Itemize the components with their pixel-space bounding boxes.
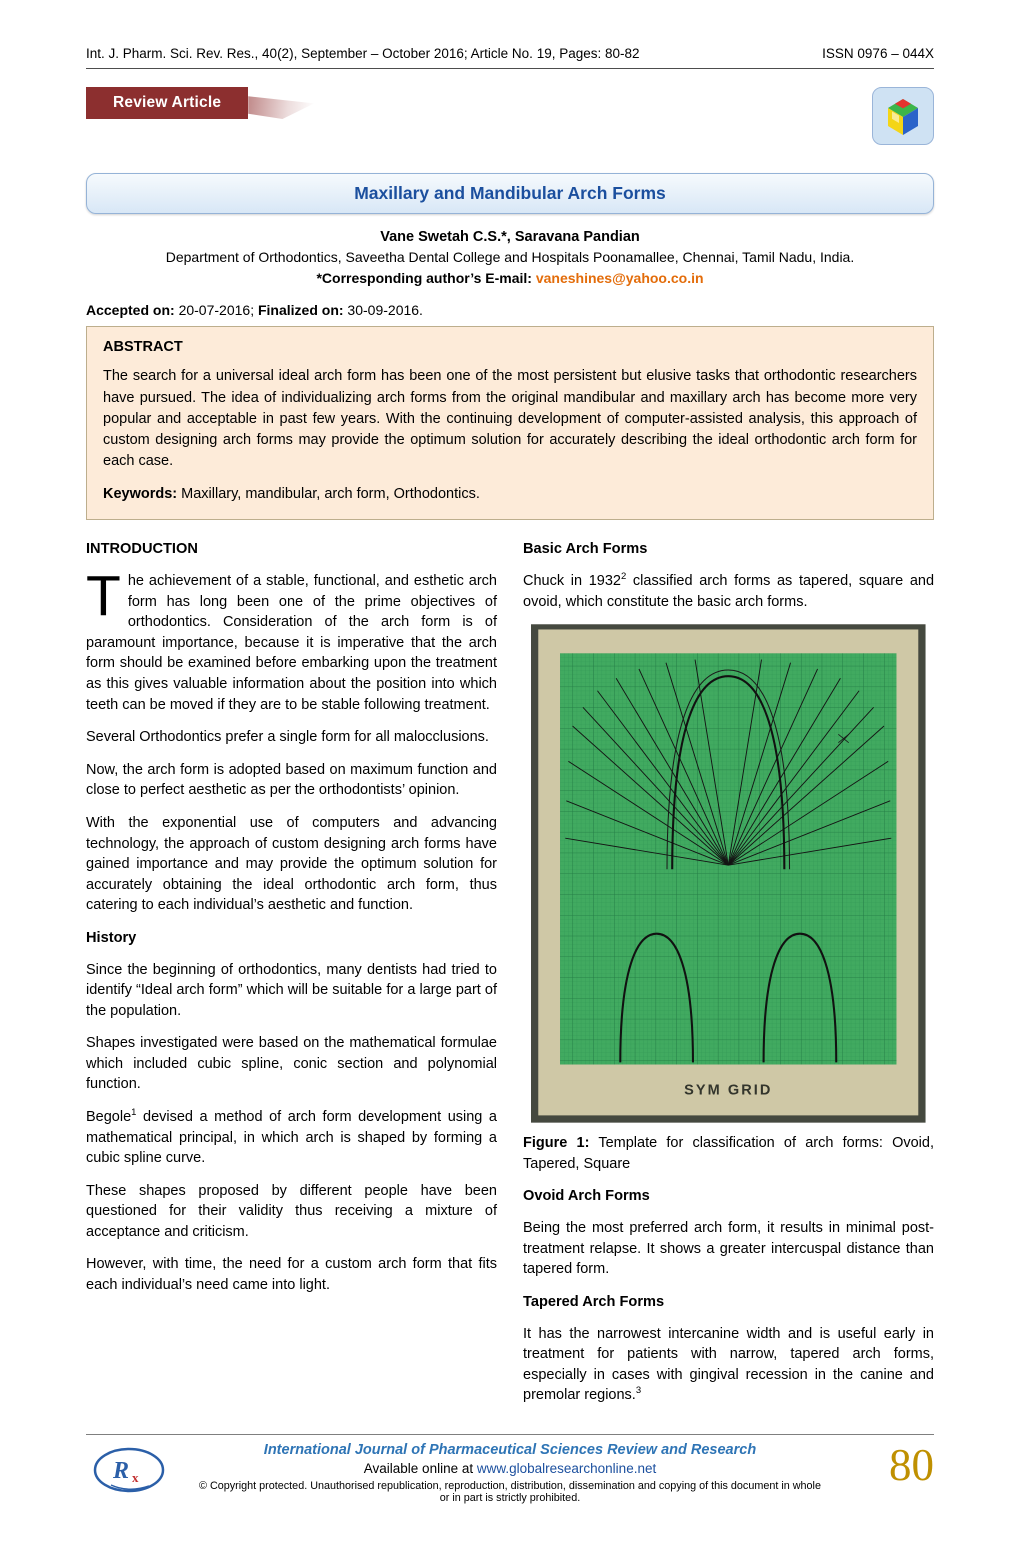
- page-number: 80: [889, 1439, 934, 1490]
- journal-citation: Int. J. Pharm. Sci. Rev. Res., 40(2), September – October 2016; Article No. 19, Pages: 80-82: [86, 46, 640, 61]
- abstract-heading: ABSTRACT: [103, 339, 183, 356]
- ovoid-arch-paragraph: Being the most preferred arch form, it results in minimal post-treatment relapse. It shows a greater intercuspal distance than tapered form.: [523, 1220, 934, 1278]
- badge-row: [86, 87, 934, 151]
- rx-logo-letter-x: x: [132, 1469, 139, 1485]
- basic-arch-paragraph: [523, 571, 934, 612]
- keywords-value: Maxillary, mandibular, arch form, Orthodontics.: [177, 486, 480, 503]
- header-divider: [86, 68, 934, 69]
- sym-grid-label: SYM GRID: [684, 1082, 773, 1099]
- footer-journal-name: International Journal of Pharmaceutical Sciences Review and Research: [263, 1441, 757, 1458]
- tapered-arch-forms-heading: Tapered Arch Forms: [523, 1293, 665, 1310]
- history-paragraph-1: Since the beginning of orthodontics, many dentists had tried to identify “Ideal arch form” which will be suitable for a large part of the population.: [86, 961, 497, 1019]
- article-title: Maxillary and Mandibular Arch Forms: [354, 183, 666, 203]
- drop-cap: T: [86, 564, 121, 629]
- introduction-heading: INTRODUCTION: [86, 541, 198, 558]
- history-heading: History: [86, 929, 137, 946]
- intro-paragraph-4: With the exponential use of computers and advancing technology, the approach of custom designing arch forms have gained importance and may provide the optimum solution for accurately obtaining the ideal orthodontic arch form, thus catering to each individual’s aesthetic and function.: [86, 814, 497, 914]
- review-article-banner: [86, 87, 314, 119]
- intro-paragraph-2: Several Orthodontics prefer a single form for all malocclusions.: [86, 729, 489, 746]
- figure-1-caption-text: Template for classification of arch forms: Ovoid, Tapered, Square: [523, 1135, 934, 1172]
- left-column: [86, 536, 497, 1417]
- basic-arch-paragraph-pre: Chuck in 1932: [523, 573, 621, 590]
- tapered-arch-paragraph-text: It has the narrowest intercanine width and is useful early in treatment for patients with narrow, tapered arch forms, especially in cases with gingival recession in the canine and premolar regions.: [523, 1325, 934, 1404]
- finalized-value: 30-09-2016.: [343, 302, 423, 319]
- journal-cube-logo-icon: [872, 87, 934, 150]
- history-paragraph-3-post: devised a method of arch form development using a mathematical principal, in which arch is shaped by forming a cubic spline curve.: [86, 1109, 497, 1167]
- footer-copyright: © Copyright protected. Unauthorised republication, reproduction, distribution, dissemination and copying of this document in whole or in part is strictly prohibited.: [199, 1479, 821, 1504]
- intro-paragraph-3: Now, the arch form is adopted based on maximum function and close to perfect aesthetic as per the orthodontists’ opinion.: [86, 761, 497, 799]
- dates-line: [86, 302, 934, 318]
- footer-availability-line: [196, 1461, 824, 1476]
- history-paragraph-3-pre: Begole: [86, 1109, 132, 1125]
- keywords-line: [103, 484, 917, 505]
- accepted-value: 20-07-2016;: [174, 302, 258, 319]
- accepted-label: Accepted on:: [86, 302, 175, 319]
- citation-2: 2: [620, 571, 627, 583]
- review-article-badge: Review Article: [86, 87, 248, 119]
- byline-block: [86, 227, 934, 288]
- two-column-body: [86, 536, 934, 1417]
- affiliation-line: Department of Orthodontics, Saveetha Dental College and Hospitals Poonamallee, Chennai, Tamil Nadu, India.: [165, 249, 855, 266]
- figure-1-image: [523, 624, 934, 1123]
- footer-content: [86, 1435, 934, 1521]
- corresponding-email-line: [86, 269, 934, 289]
- intro-paragraph-1-text: he achievement of a stable, functional, and esthetic arch form has long been one of the prime objectives of orthodontics. Consideration of the arch form is of paramount importance, because it is imperative that the arch form should be examined before embarking upon the treatment as this gives valuable information about the position into which teeth can be moved if they are to be stable following treatment.: [86, 573, 497, 713]
- email-label: *Corresponding author’s E-mail:: [316, 269, 536, 286]
- right-column: [523, 536, 934, 1417]
- abstract-body: The search for a universal ideal arch form has been one of the most persistent but elusive tasks that orthodontic researchers have pursued. The idea of individualizing arch forms from the original mandibular and maxillary arch has become more very popular and acceptable in past few years. With the continuing development of computer-assisted analysis, this approach of custom designing arch forms may provide the optimum solution for accurately describing the ideal orthodontic arch form for each case.: [103, 368, 917, 470]
- history-paragraph-4: These shapes proposed by different people have been questioned for their validity thus receiving a mixture of acceptance and criticism.: [86, 1182, 497, 1240]
- page-header: [86, 46, 934, 68]
- keywords-label: Keywords:: [103, 486, 178, 503]
- citation-3: 3: [635, 1385, 642, 1397]
- ovoid-arch-forms-heading: Ovoid Arch Forms: [523, 1188, 650, 1205]
- journal-website-link[interactable]: www.globalresearchonline.net: [476, 1460, 657, 1476]
- basic-arch-forms-heading: Basic Arch Forms: [523, 541, 648, 558]
- history-paragraph-3: [86, 1107, 497, 1169]
- article-title-box: [86, 173, 934, 214]
- tapered-arch-paragraph: [523, 1324, 934, 1406]
- issn-number: ISSN 0976 – 044X: [822, 46, 934, 61]
- abstract-box: [86, 326, 934, 520]
- intro-paragraph-1: [86, 564, 497, 715]
- email-link[interactable]: vaneshines@yahoo.co.in: [535, 269, 704, 286]
- badge-ribbon-tail: [248, 95, 314, 119]
- footer-text-block: [196, 1442, 824, 1504]
- rx-journal-logo-icon: [92, 1447, 166, 1500]
- authors-line: Vane Swetah C.S.*, Saravana Pandian: [380, 229, 640, 245]
- citation-1: 1: [131, 1107, 137, 1119]
- history-paragraph-2: Shapes investigated were based on the mathematical formulae which included cubic spline, conic section and polynomial function.: [86, 1035, 497, 1093]
- available-online-label: Available online at: [363, 1460, 477, 1476]
- basic-arch-paragraph-post: classified arch forms as tapered, square and ovoid, which constitute the basic arch forms.: [523, 573, 935, 610]
- history-paragraph-5: However, with time, the need for a custom arch form that fits each individual’s need came into light.: [86, 1256, 497, 1294]
- figure-1-caption-label: Figure 1:: [523, 1135, 590, 1152]
- rx-logo-letter-r: R: [113, 1457, 130, 1484]
- page-footer: [86, 1434, 934, 1521]
- finalized-label: Finalized on:: [257, 302, 344, 319]
- figure-1-caption: [523, 1133, 934, 1174]
